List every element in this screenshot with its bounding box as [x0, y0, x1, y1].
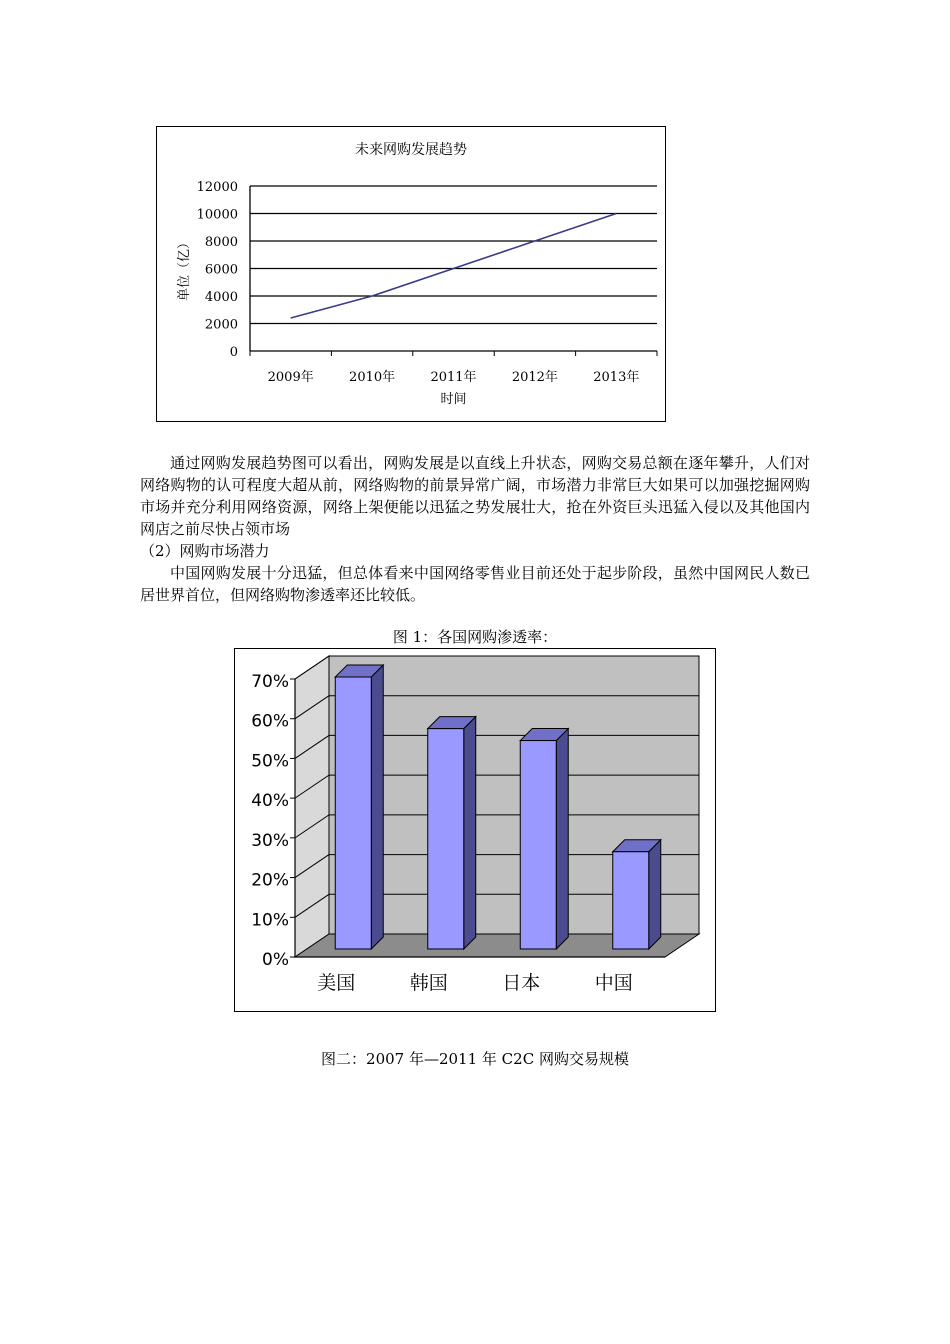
bar [335, 665, 383, 949]
bar-front [520, 741, 556, 949]
paragraph-trend-analysis: 通过网购发展趋势图可以看出，网购发展是以直线上升状态，网购交易总额在逐年攀升，人们对网络购物的认可程度大超从前，网络购物的前景异常广阔，市场潜力非常巨大如果可以加强挖掘网购市场并充分利用网络资源，网络上架便能以迅猛之势发展壮大，抢在外资巨头迅猛入侵以及其他国内网店之前尽快占领市场 [140, 454, 810, 538]
trend-line-chart [156, 126, 666, 422]
y-tick-label: 8000 [204, 235, 238, 250]
figure-caption-2: 图二：2007 年—2011 年 C2C 网购交易规模 [321, 1050, 629, 1068]
bar [613, 840, 661, 949]
x-tick-label: 2013年 [593, 370, 640, 385]
y-tick-label: 20% [251, 870, 289, 891]
y-tick-label: 70% [251, 672, 289, 692]
y-tick-label: 4000 [204, 290, 238, 305]
y-tick-label: 40% [251, 791, 289, 812]
y-tick-label: 30% [251, 830, 289, 851]
y-tick-label: 50% [251, 751, 289, 772]
x-tick-label: 中国 [594, 972, 633, 994]
bar-side [649, 840, 661, 949]
y-tick-label: 10000 [196, 207, 238, 223]
paragraph-market-potential: 中国网购发展十分迅猛，但总体看来中国网络零售业目前还处于起步阶段，虽然中国网民人数已居世界首位，但网络购物渗透率还比较低。 [140, 564, 810, 604]
x-tick-label: 2011年 [430, 370, 477, 385]
bar-side [556, 729, 568, 949]
bar-front [335, 677, 371, 949]
bar-side [371, 665, 383, 949]
x-tick-label: 2009年 [267, 370, 314, 385]
y-tick-label: 6000 [204, 262, 238, 278]
trend-line [291, 214, 617, 319]
y-tick-label: 2000 [204, 317, 238, 333]
chart-title: 未来网购发展趋势 [355, 142, 467, 158]
bar [428, 717, 476, 949]
y-tick-label: 12000 [196, 180, 238, 195]
x-tick-label: 韩国 [409, 972, 448, 994]
trend-line-chart-svg [157, 127, 665, 421]
bar-side [464, 717, 476, 949]
bar [520, 729, 568, 949]
x-tick-label: 2012年 [511, 370, 558, 385]
y-tick-label: 0 [229, 345, 238, 360]
y-tick-label: 0% [262, 950, 289, 970]
bar-front [428, 729, 464, 949]
section-heading-market-potential: （2）网购市场潜力 [140, 542, 270, 560]
x-tick-label: 美国 [317, 972, 356, 994]
penetration-bar-chart-svg [235, 649, 714, 1010]
y-tick-label: 60% [251, 711, 289, 732]
figure-caption-1: 图 1：各国网购渗透率： [392, 628, 558, 646]
text-section [140, 452, 810, 606]
y-axis-label: 单位（亿） [177, 235, 192, 302]
y-tick-label: 10% [251, 910, 289, 931]
plot-side-wall [295, 656, 329, 957]
penetration-bar-chart [234, 648, 716, 1012]
x-tick-label: 日本 [502, 972, 541, 994]
x-axis-label: 时间 [440, 392, 467, 407]
bar-front [613, 852, 649, 949]
x-tick-label: 2010年 [349, 370, 396, 385]
